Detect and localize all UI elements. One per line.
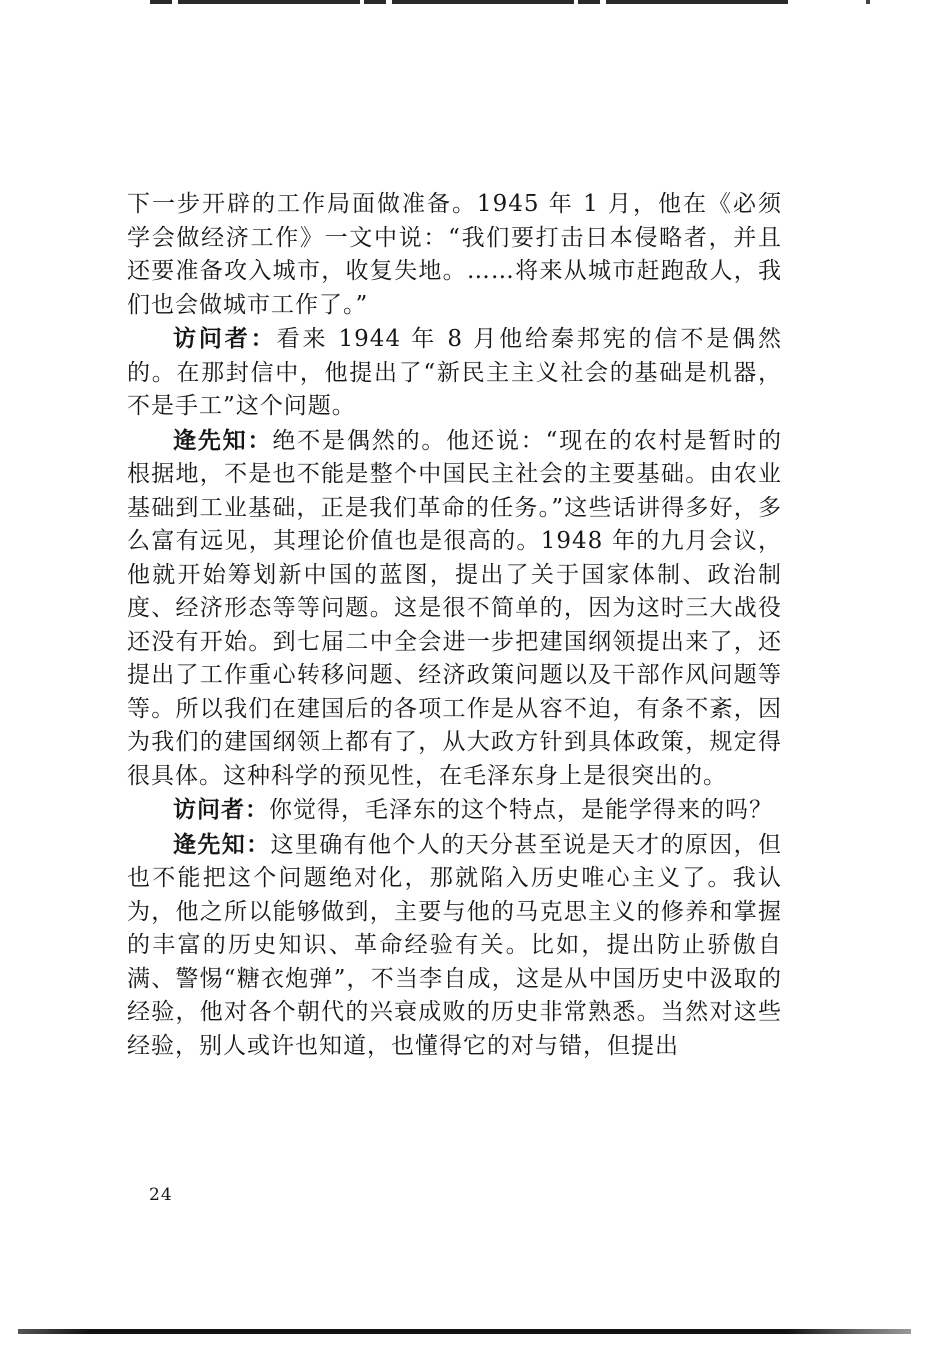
paragraph-2 [127,322,782,424]
speaker-label: 访问者： [173,796,269,823]
paragraph-text: 下一步开辟的工作局面做准备。1945 年 1 月，他在《必须学会做经济工作》一文中说：“我们要打击日本侵略者，并且还要准备攻入城市，收复失地。……将来从城市赶跑敌人，我们也会做城市工作了。” [127,191,782,318]
speaker-label: 逄先知： [173,830,271,858]
page-number: 24 [149,1185,173,1205]
scan-edge-bottom [18,1329,911,1334]
paragraph-text: 这里确有他个人的天分甚至说是天才的原因，但也不能把这个问题绝对化，那就陷入历史唯心主义了。我认为，他之所以能够做到，主要与他的马克思主义的修养和掌握的丰富的历史知识、革命经验有关。比如，提出防止骄傲自满、警惕“糖衣炮弹”，不当李自成，这是从中国历史中汲取的经验，他对各个朝代的兴衰成败的历史非常熟悉。当然对这些经验，别人或许也知道，也懂得它的对与错，但提出 [127,831,782,1059]
paragraph-3 [127,424,782,794]
paragraph-text: 看来 1944 年 8 月他给秦邦宪的信不是偶然的。在那封信中，他提出了“新民主主义社会的基础是机器，不是手工”这个问题。 [127,326,782,419]
speaker-label: 访问者： [173,325,277,352]
paragraph-4 [127,793,782,828]
speaker-label: 逄先知： [173,426,273,454]
paragraph-5 [127,828,782,1064]
scan-mark-top-right [866,0,870,4]
paragraph-1 [127,187,782,322]
paragraph-text: 绝不是偶然的。他还说：“现在的农村是暂时的根据地，不是也不能是整个中国民主社会的主要基础。由农业基础到工业基础，正是我们革命的任务。”这些话讲得多好，多么富有远见，其理论价值也是很高的。1948 年的九月会议，他就开始筹划新中国的蓝图，提出了关于国家体制、政治制度、经济形态等等问题。这是很不简单的，因为这时三大战役还没有开始。到七届二中全会进一步把建国纲领提出来了，还提出了工作重心转移问题、经济政策问题以及干部作风问题等等。所以我们在建国后的各项工作是从容不迫，有条不紊，因为我们的建国纲领上都有了，从大政方针到具体政策，规定得很具体。这种科学的预见性，在毛泽东身上是很突出的。 [127,427,782,789]
page-body [127,187,782,1063]
paragraph-text: 你觉得，毛泽东的这个特点，是能学得来的吗？ [269,797,773,823]
scan-edge-top [150,0,790,4]
